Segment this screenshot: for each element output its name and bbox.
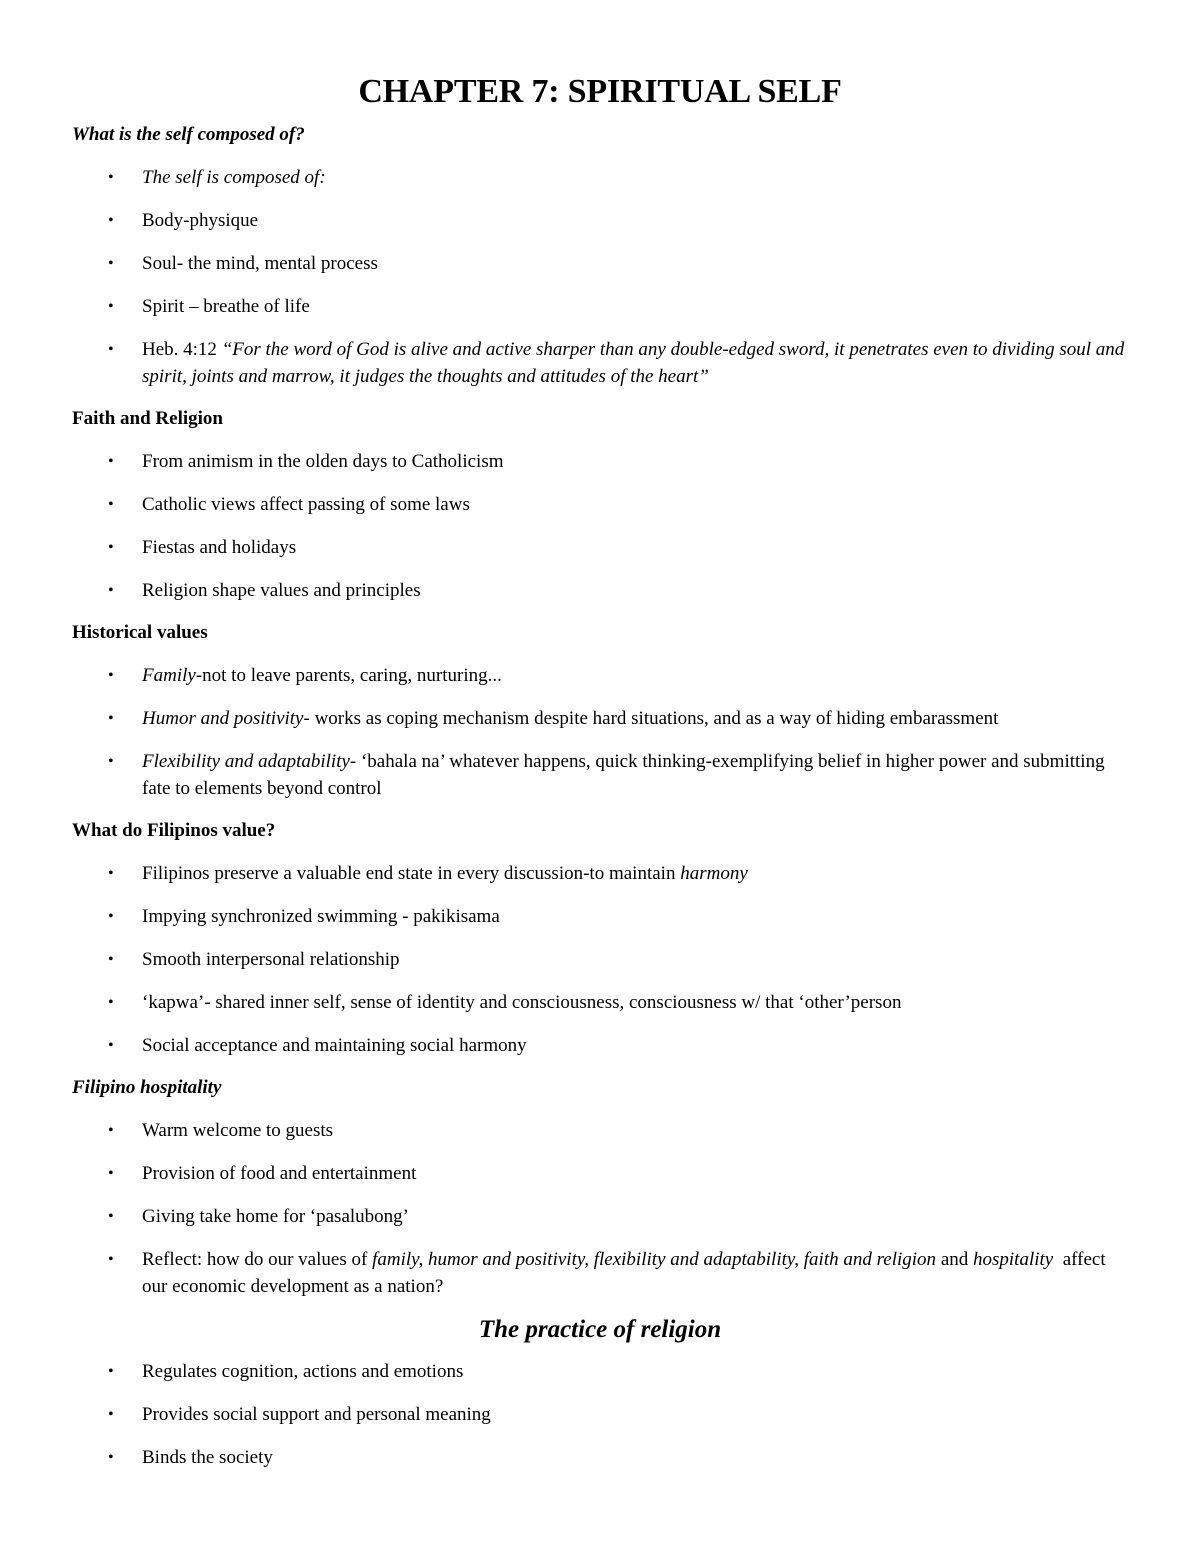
list-item: • Flexibility and adaptability- ‘bahala na’ whatever happens, quick thinking-exemplifying belief in higher power and submitting fate to elements beyond control bbox=[72, 748, 1128, 802]
bullet-icon: • bbox=[108, 1122, 114, 1139]
list-item: • Body-physique bbox=[72, 207, 1128, 234]
bullet-icon: • bbox=[108, 582, 114, 599]
self-composed-list bbox=[72, 164, 1128, 390]
bullet-icon: • bbox=[108, 710, 114, 727]
section-heading-faith-religion: Faith and Religion bbox=[72, 408, 223, 429]
bullet-icon: • bbox=[108, 951, 114, 968]
faith-religion-list bbox=[72, 448, 1128, 604]
list-item: • Humor and positivity- works as coping mechanism despite hard situations, and as a way of hiding embarassment bbox=[72, 705, 1128, 732]
bullet-icon: • bbox=[108, 255, 114, 272]
section-heading-historical-values: Historical values bbox=[72, 622, 208, 643]
list-item: • Smooth interpersonal relationship bbox=[72, 946, 1128, 973]
list-item: • The self is composed of: bbox=[72, 164, 1128, 191]
list-item: • From animism in the olden days to Catholicism bbox=[72, 448, 1128, 475]
bullet-icon: • bbox=[108, 496, 114, 513]
list-item: • Provision of food and entertainment bbox=[72, 1160, 1128, 1187]
list-item: • Provides social support and personal meaning bbox=[72, 1401, 1128, 1428]
list-item: • Regulates cognition, actions and emotions bbox=[72, 1358, 1128, 1385]
list-item: • Soul- the mind, mental process bbox=[72, 250, 1128, 277]
chapter-title: CHAPTER 7: SPIRITUAL SELF bbox=[358, 73, 842, 110]
bullet-icon: • bbox=[108, 341, 114, 358]
bullet-icon: • bbox=[108, 212, 114, 229]
section-heading-self-composed: What is the self composed of? bbox=[72, 124, 305, 145]
bullet-icon: • bbox=[108, 1449, 114, 1466]
list-item-reflect: • Reflect: how do our values of family, humor and positivity, flexibility and adaptability, faith and religion and hospitality affect our economic development as a nation? bbox=[72, 1246, 1128, 1300]
bullet-icon: • bbox=[108, 908, 114, 925]
list-item: • Family-not to leave parents, caring, nurturing... bbox=[72, 662, 1128, 689]
bullet-icon: • bbox=[108, 1363, 114, 1380]
bullet-icon: • bbox=[108, 1165, 114, 1182]
section-heading-filipino-hospitality: Filipino hospitality bbox=[72, 1077, 222, 1098]
list-item: • Impying synchronized swimming - pakikisama bbox=[72, 903, 1128, 930]
bullet-icon: • bbox=[108, 169, 114, 186]
bullet-icon: • bbox=[108, 539, 114, 556]
bullet-icon: • bbox=[108, 1037, 114, 1054]
filipinos-value-list bbox=[72, 860, 1128, 1059]
list-item: • Binds the society bbox=[72, 1444, 1128, 1471]
bullet-icon: • bbox=[108, 298, 114, 315]
list-item: • Social acceptance and maintaining social harmony bbox=[72, 1032, 1128, 1059]
bullet-icon: • bbox=[108, 865, 114, 882]
list-item: • Spirit – breathe of life bbox=[72, 293, 1128, 320]
list-item: • Religion shape values and principles bbox=[72, 577, 1128, 604]
section-heading-filipinos-value: What do Filipinos value? bbox=[72, 820, 276, 841]
bullet-icon: • bbox=[108, 1406, 114, 1423]
bullet-icon: • bbox=[108, 753, 114, 770]
bullet-icon: • bbox=[108, 994, 114, 1011]
hospitality-list bbox=[72, 1117, 1128, 1300]
list-item: • Catholic views affect passing of some laws bbox=[72, 491, 1128, 518]
list-item: • Giving take home for ‘pasalubong’ bbox=[72, 1203, 1128, 1230]
bullet-icon: • bbox=[108, 1251, 114, 1268]
list-item: • Fiestas and holidays bbox=[72, 534, 1128, 561]
practice-of-religion-heading: The practice of religion bbox=[478, 1316, 722, 1343]
list-item-heb-quote: • Heb. 4:12 “For the word of God is alive and active sharper than any double-edged sword, it penetrates even to dividing soul and spirit, joints and marrow, it judges the thoughts and attitudes of the heart” bbox=[72, 336, 1128, 390]
list-item: • Warm welcome to guests bbox=[72, 1117, 1128, 1144]
historical-values-list bbox=[72, 662, 1128, 802]
list-item: • Filipinos preserve a valuable end state in every discussion-to maintain harmony bbox=[72, 860, 1128, 887]
bullet-icon: • bbox=[108, 1208, 114, 1225]
bullet-icon: • bbox=[108, 453, 114, 470]
bullet-icon: • bbox=[108, 667, 114, 684]
list-item: • ‘kapwa’- shared inner self, sense of identity and consciousness, consciousness w/ that ‘other’person bbox=[72, 989, 1128, 1016]
practice-list bbox=[72, 1358, 1128, 1471]
